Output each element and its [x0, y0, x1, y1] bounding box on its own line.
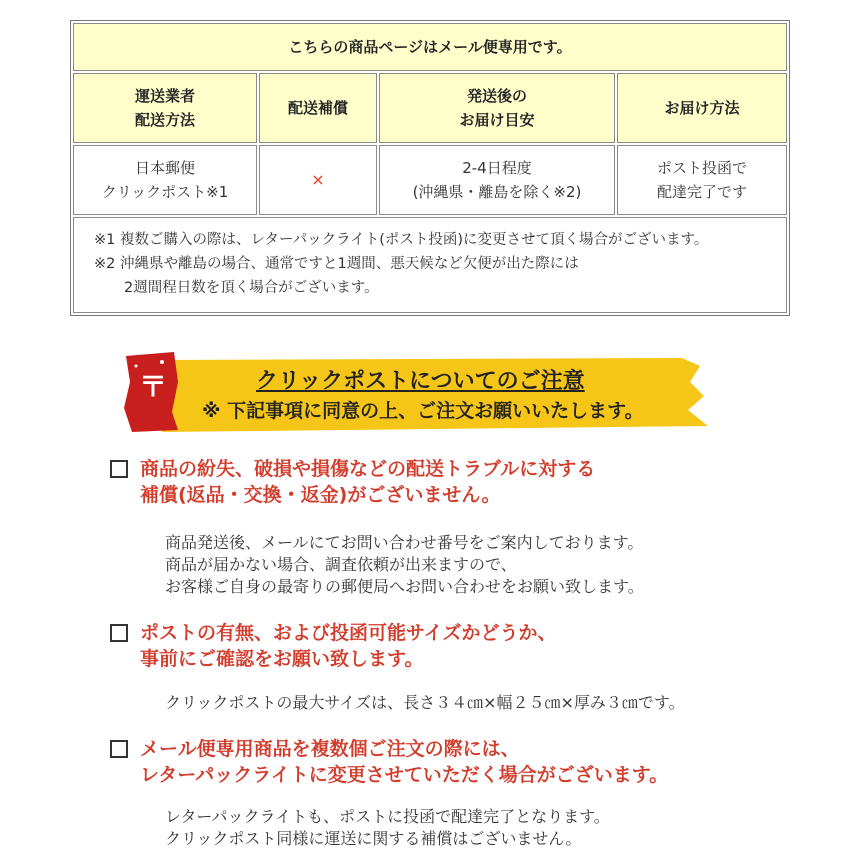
- notice-heading-3: [140, 736, 668, 788]
- header-eta-line1: 発送後の: [466, 87, 527, 105]
- notice-heading-2-line1: ポストの有無、および投函可能サイズかどうか、: [140, 622, 557, 644]
- header-delivery-method: お届け方法: [617, 73, 787, 143]
- value-delivery-line1: ポスト投函で: [657, 159, 748, 177]
- value-delivery-line2: 配達完了です: [657, 183, 748, 201]
- note-2-line2: 2週間程日数を頂く場合がございます。: [124, 280, 379, 296]
- notice-item-2: [110, 620, 810, 720]
- header-carrier-line2: 配送方法: [134, 111, 195, 129]
- notice-body-3-line1: レターパックライトも、ポストに投函で配達完了となります。: [165, 807, 610, 826]
- notice-body-3: [165, 806, 610, 850]
- value-eta-line2: (沖縄県・離島を除く※2): [412, 183, 582, 201]
- notice-heading-1-line2: 補償(返品・交換・返金)がございません。: [140, 484, 501, 506]
- postal-mark-icon: 〒: [138, 370, 167, 403]
- header-eta: [379, 73, 615, 143]
- notice-body-1-line2: 商品が届かない場合、調査依頼が出来ますので、: [165, 555, 517, 574]
- notice-body-3-line2: クリックポスト同様に運送に関する補償はございません。: [165, 829, 582, 848]
- note-2-line1: ※2 沖縄県や離島の場合、通常ですと1週間、悪天候など欠便が出た際には: [94, 256, 579, 272]
- notice-heading-1: [140, 456, 595, 508]
- notice-banner: [122, 352, 712, 438]
- notice-body-1-line3: お客様ご自身の最寄りの郵便局へお問い合わせをお願い致します。: [165, 577, 644, 596]
- notice-body-1-line1: 商品発送後、メールにてお問い合わせ番号をご案内しております。: [165, 533, 644, 552]
- header-eta-line2: お届け目安: [459, 111, 535, 129]
- notice-heading-2: [140, 620, 556, 672]
- notice-item-3: [110, 736, 810, 856]
- value-guarantee-cross: ×: [259, 145, 377, 215]
- banner-subtitle: ※ 下記事項に同意の上、ご注文お願いいたします。: [202, 400, 644, 422]
- value-carrier: [73, 145, 257, 215]
- value-carrier-line2: クリックポスト※1: [101, 183, 229, 201]
- header-guarantee: 配送補償: [259, 73, 377, 143]
- value-eta-line1: 2-4日程度: [462, 159, 532, 177]
- value-carrier-line1: 日本郵便: [134, 159, 195, 177]
- value-eta: [379, 145, 615, 215]
- checkbox-icon: [110, 740, 128, 758]
- table-notes: [73, 217, 787, 313]
- shipping-table: [70, 20, 790, 316]
- notice-heading-3-line1: メール便専用商品を複数個ご注文の際には、: [140, 738, 520, 760]
- banner-stamp-dot: [135, 365, 138, 368]
- header-carrier: [73, 73, 257, 143]
- banner-stamp-dot: [160, 360, 164, 364]
- table-title: こちらの商品ページはメール便専用です。: [73, 23, 787, 71]
- header-carrier-line1: 運送業者: [134, 87, 195, 105]
- notice-body-2: [165, 692, 685, 714]
- note-1: ※1 複数ご購入の際は、レターパックライト(ポスト投函)に変更させて頂く場合がございます。: [94, 232, 709, 248]
- banner-title: クリックポストについてのご注意: [256, 369, 585, 394]
- notice-body-2-line1: クリックポストの最大サイズは、長さ３４㎝×幅２５㎝×厚み３㎝です。: [165, 693, 685, 712]
- notice-heading-1-line1: 商品の紛失、破損や損傷などの配送トラブルに対する: [140, 458, 596, 480]
- notice-heading-3-line2: レターパックライトに変更させていただく場合がございます。: [140, 764, 669, 786]
- checkbox-icon: [110, 460, 128, 478]
- notice-heading-2-line2: 事前にご確認をお願い致します。: [140, 648, 424, 670]
- checkbox-icon: [110, 624, 128, 642]
- notice-item-1: [110, 456, 810, 596]
- value-delivery: [617, 145, 787, 215]
- notice-body-1: [165, 532, 644, 598]
